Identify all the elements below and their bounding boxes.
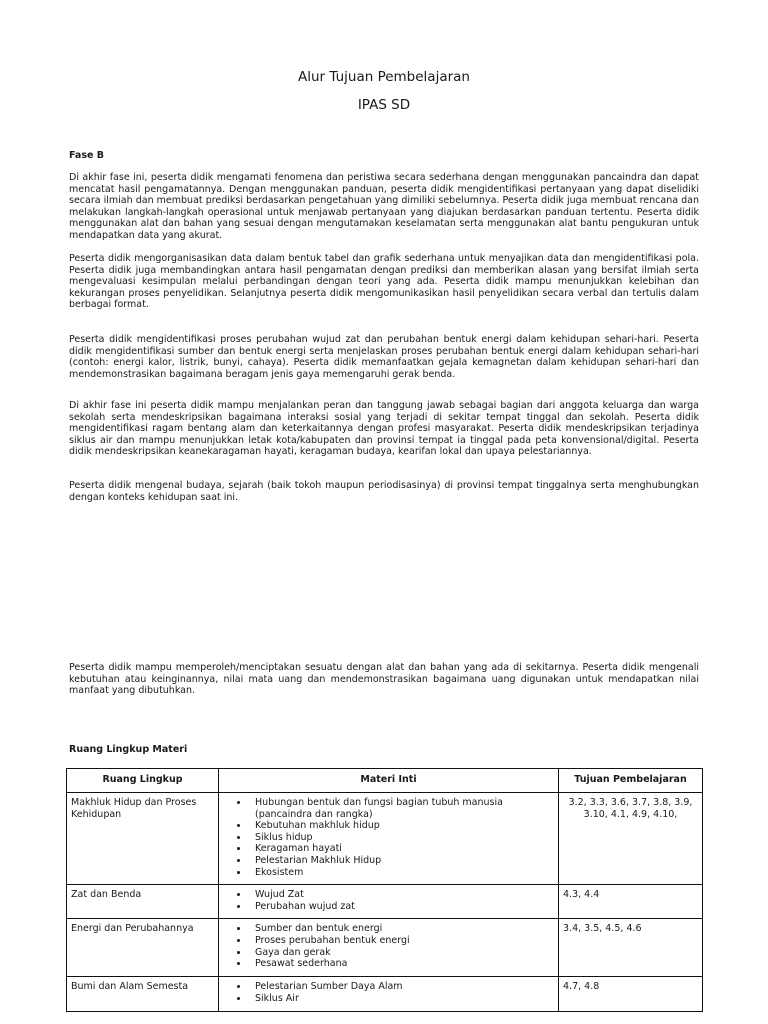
objectives-cell: 4.3, 4.4 [559,885,703,919]
paragraph-6: Peserta didik mampu memperoleh/menciptakan sesuatu dengan alat dan bahan yang ada di sekitarnya. Peserta didik mengenali kebutuhan atau keinginannya, nilai mata uang dan mendemonstrasikan bagaimana uang digunakan untuk mendapatkan nilai manfaat yang dibutuhkan. [69,662,699,697]
list-item: • Wujud Zat [249,889,554,901]
table-row [67,793,703,885]
materi-list [223,981,554,1004]
list-item: • Siklus Air [249,993,554,1005]
objectives-cell: 3.2, 3.3, 3.6, 3.7, 3.8, 3.9, 3.10, 4.1, 4.9, 4.10, [559,793,703,885]
materi-cell [219,885,559,919]
list-item: • Ekosistem [249,867,554,879]
paragraph-2: Peserta didik mengorganisasikan data dalam bentuk tabel dan grafik sederhana untuk menyajikan data dan mengidentifikasi pola. Peserta didik juga membandingkan antara hasil pengamatan dengan prediksi dan memberikan alasan yang bersifat ilmiah serta mengevaluasi kesimpulan melalui perbandingan dengan teori yang ada. Peserta didik mampu menunjukkan kelebihan dan kekurangan proses penyelidikan. Selanjutnya peserta didik mengomunikasikan hasil penyelidikan secara verbal dan tertulis dalam berbagai format. [69,253,699,311]
paragraph-4: Di akhir fase ini peserta didik mampu menjalankan peran dan tanggung jawab sebagai bagian dari anggota keluarga dan warga sekolah serta mendeskripsikan bagaimana interaksi sosial yang terjadi di sekitar tempat tinggal dan sekolah. Peserta didik mengidentifikasi ragam bentang alam dan keterkaitannya dengan profesi masyarakat. Peserta didik mendeskripsikan terjadinya siklus air dan mampu menunjukkan letak kota/kabupaten dan provinsi tempat ia tinggal pada peta konvensional/digital. Peserta didik mendeskripsikan keanekaragaman hayati, keragaman budaya, kearifan lokal dan upaya pelestariannya. [69,400,699,458]
list-item: • Gaya dan gerak [249,947,554,959]
list-item: • Pelestarian Makhluk Hidup [249,855,554,867]
table-row [67,977,703,1011]
materi-cell [219,793,559,885]
phase-label: Fase B [69,150,104,161]
table-header-row [67,769,703,793]
paragraph-3: Peserta didik mengidentifikasi proses perubahan wujud zat dan perubahan bentuk energi dalam kehidupan sehari-hari. Peserta didik mengidentifikasi sumber dan bentuk energi serta menjelaskan proses perubahan bentuk energi dalam kehidupan sehari-hari (contoh: energi kalor, listrik, bunyi, cahaya). Peserta didik memanfaatkan gejala kemagnetan dalam kehidupan sehari-hari dan mendemonstrasikan bagaimana beragam jenis gaya memengaruhi gerak benda. [69,334,699,380]
scope-cell: Zat dan Benda [67,885,219,919]
materi-cell [219,919,559,977]
objectives-cell: 3.4, 3.5, 4.5, 4.6 [559,919,703,977]
list-item: • Pelestarian Sumber Daya Alam [249,981,554,993]
list-item: • Siklus hidup [249,832,554,844]
scope-label: Ruang Lingkup Materi [69,744,188,755]
materi-cell [219,977,559,1011]
list-item: • Hubungan bentuk dan fungsi bagian tubuh manusia (pancaindra dan rangka) [249,797,554,820]
list-item: • Perubahan wujud zat [249,901,554,913]
materi-list [223,923,554,969]
objectives-cell: 4.7, 4.8 [559,977,703,1011]
document-title: Alur Tujuan Pembelajaran [298,69,470,85]
list-item: • Kebutuhan makhluk hidup [249,820,554,832]
list-item: • Sumber dan bentuk energi [249,923,554,935]
document-subtitle: IPAS SD [357,97,411,113]
paragraph-1: Di akhir fase ini, peserta didik mengamati fenomena dan peristiwa secara sederhana dengan menggunakan pancaindra dan dapat mencatat hasil pengamatannya. Dengan menggunakan panduan, peserta didik mengidentifikasi pertanyaan yang dapat diselidiki secara ilmiah dan membuat prediksi berdasarkan pengetahuan yang dimiliki sebelumnya. Peserta didik juga membuat rencana dan melakukan langkah-langkah operasional untuk menjawab pertanyaan yang diajukan berdasarkan panduan tertentu. Peserta didik menggunakan alat dan bahan yang sesuai dengan mengutamakan keselamatan serta menggunakan alat bantu pengukuran untuk mendapatkan data yang akurat. [69,172,699,241]
list-item: • Proses perubahan bentuk energi [249,935,554,947]
table-row [67,919,703,977]
list-item: • Pesawat sederhana [249,958,554,970]
scope-cell: Energi dan Perubahannya [67,919,219,977]
header-materi-inti: Materi Inti [219,769,559,793]
materi-list [223,889,554,912]
header-tujuan-pembelajaran: Tujuan Pembelajaran [559,769,703,793]
scope-cell: Bumi dan Alam Semesta [67,977,219,1011]
scope-table [66,768,703,1012]
list-item: • Keragaman hayati [249,843,554,855]
header-ruang-lingkup: Ruang Lingkup [67,769,219,793]
materi-list [223,797,554,878]
table-row [67,885,703,919]
scope-cell: Makhluk Hidup dan Proses Kehidupan [67,793,219,885]
paragraph-5: Peserta didik mengenal budaya, sejarah (baik tokoh maupun periodisasinya) di provinsi tempat tinggalnya serta menghubungkan dengan konteks kehidupan saat ini. [69,480,699,503]
